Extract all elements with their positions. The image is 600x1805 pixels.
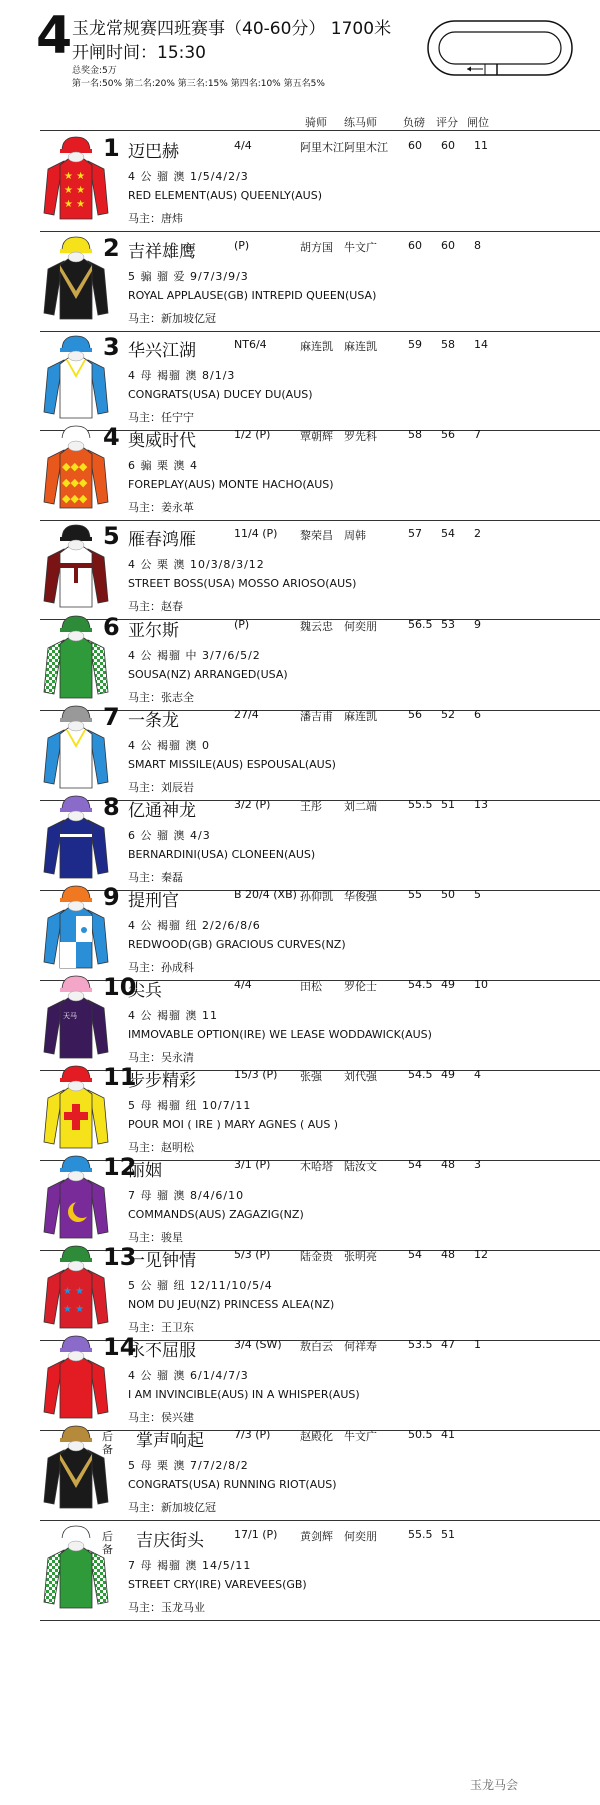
horse-number: 6 <box>103 613 120 641</box>
pedigree: STREET CRY(IRE) VAREVEES(GB) <box>128 1578 307 1591</box>
horse-number: 8 <box>103 793 120 821</box>
jockey-name: 陆金贵 <box>300 1250 333 1263</box>
pedigree: STREET BOSS(USA) MOSSO ARIOSO(AUS) <box>128 577 357 590</box>
draw: 10 <box>474 978 488 991</box>
track-map-icon <box>425 18 575 78</box>
owner: 马主：新加坡亿冠 <box>128 312 216 325</box>
rating: 48 <box>441 1158 455 1171</box>
jockey-name: 田松 <box>300 980 322 993</box>
rating: 56 <box>441 428 455 441</box>
carried-weight: 55.5 <box>408 1528 433 1541</box>
entry-row <box>40 880 600 981</box>
owner: 马主：吴永清 <box>128 1051 194 1064</box>
horse-details: 4 公 褐骝 中 3/7/6/5/2 <box>128 649 261 662</box>
open-time: 开闸时间：15:30 <box>72 43 206 63</box>
svg-text:★ ★: ★ ★ <box>64 171 86 182</box>
pedigree: NOM DU JEU(NZ) PRINCESS ALEA(NZ) <box>128 1298 335 1311</box>
horse-number: 13 <box>103 1243 137 1271</box>
jockey-name: 张强 <box>300 1070 322 1083</box>
owner: 马主：王卫东 <box>128 1321 194 1334</box>
horse-details: 5 公 骝 纽 12/11/10/5/4 <box>128 1279 273 1292</box>
pedigree: FOREPLAY(AUS) MONTE HACHO(AUS) <box>128 478 334 491</box>
horse-number: 12 <box>103 1153 137 1181</box>
svg-text:★ ★: ★ ★ <box>64 199 86 210</box>
trainer-name: 何祥寿 <box>344 1340 377 1353</box>
column-weight: 负磅 <box>403 116 425 129</box>
watermark: 玉龙马会 <box>470 1778 519 1792</box>
owner: 马主：唐炜 <box>128 212 183 225</box>
draw: 12 <box>474 1248 488 1261</box>
entry-row <box>40 1520 600 1621</box>
horse-name: 吉庆街头 <box>136 1531 204 1551</box>
horse-number: 2 <box>103 234 120 262</box>
race-header <box>0 0 600 110</box>
jockey-name: 胡方国 <box>300 241 333 254</box>
owner: 马主：侯兴建 <box>128 1411 194 1424</box>
horse-details: 5 骟 骝 爱 9/7/3/9/3 <box>128 270 249 283</box>
column-trainer: 练马师 <box>344 116 377 129</box>
rating: 53 <box>441 618 455 631</box>
odds-note: 5/3 (P) <box>234 1248 271 1261</box>
pedigree: I AM INVINCIBLE(AUS) IN A WHISPER(AUS) <box>128 1388 360 1401</box>
entry-row <box>40 790 600 891</box>
svg-text:◆◆◆: ◆◆◆ <box>62 460 88 473</box>
jockey-silks-icon <box>40 1154 112 1240</box>
prize-breakdown: 第一名:50% 第二名:20% 第三名:15% 第四名:10% 第五名5% <box>72 79 325 89</box>
svg-text:天马: 天马 <box>63 1012 77 1020</box>
rating: 60 <box>441 139 455 152</box>
jockey-name: 黎荣昌 <box>300 529 333 542</box>
pedigree: BERNARDINI(USA) CLONEEN(AUS) <box>128 848 316 861</box>
odds-note: (P) <box>234 239 250 252</box>
entry-row <box>40 970 600 1071</box>
draw: 11 <box>474 139 488 152</box>
horse-details: 4 公 褐骝 纽 2/2/6/8/6 <box>128 919 261 932</box>
rating: 58 <box>441 338 455 351</box>
carried-weight: 50.5 <box>408 1428 433 1441</box>
odds-note: 27/4 <box>234 708 259 721</box>
carried-weight: 58 <box>408 428 422 441</box>
odds-note: (P) <box>234 618 250 631</box>
rating: 60 <box>441 239 455 252</box>
entry-row <box>40 1330 600 1431</box>
jockey-name: 阿里木江 <box>300 141 344 154</box>
entry-row <box>40 231 600 332</box>
odds-note: 3/4 (SW) <box>234 1338 282 1351</box>
carried-weight: 54 <box>408 1158 422 1171</box>
jockey-name: 孙仰凯 <box>300 890 333 903</box>
pedigree: POUR MOI ( IRE ) MARY AGNES ( AUS ) <box>128 1118 339 1131</box>
carried-weight: 60 <box>408 139 422 152</box>
column-draw: 闸位 <box>467 116 489 129</box>
jockey-silks-icon <box>40 614 112 700</box>
svg-text:★ ★: ★ ★ <box>63 1286 85 1297</box>
svg-text:★ ★: ★ ★ <box>64 185 86 196</box>
draw: 4 <box>474 1068 481 1081</box>
jockey-name: 黄剑辉 <box>300 1530 333 1543</box>
pedigree: CONGRATS(USA) DUCEY DU(AUS) <box>128 388 313 401</box>
jockey-silks-icon <box>40 974 112 1060</box>
entry-row <box>40 330 600 431</box>
carried-weight: 55 <box>408 888 422 901</box>
carried-weight: 60 <box>408 239 422 252</box>
odds-note: B 20/4 (XB) <box>234 888 297 901</box>
odds-note: 1/2 (P) <box>234 428 271 441</box>
jockey-name: 麻连凯 <box>300 340 333 353</box>
odds-note: 3/1 (P) <box>234 1158 271 1171</box>
carried-weight: 53.5 <box>408 1338 433 1351</box>
owner: 马主：赵明松 <box>128 1141 194 1154</box>
trainer-name: 罗伦士 <box>344 980 377 993</box>
trainer-name: 刘代强 <box>344 1070 377 1083</box>
trainer-name: 何奕朋 <box>344 1530 377 1543</box>
rating: 49 <box>441 978 455 991</box>
horse-number: 11 <box>103 1063 137 1091</box>
rating: 50 <box>441 888 455 901</box>
jockey-name: 赵殿化 <box>300 1430 333 1443</box>
draw: 8 <box>474 239 481 252</box>
jockey-silks-icon <box>40 884 112 970</box>
trainer-name: 麻连凯 <box>344 710 377 723</box>
horse-number: 5 <box>103 522 120 550</box>
jockey-name: 敖白云 <box>300 1340 333 1353</box>
horse-name: 亚尔斯 <box>128 621 179 641</box>
rating: 51 <box>441 798 455 811</box>
horse-number: 9 <box>103 883 120 911</box>
owner: 马主：赵春 <box>128 600 183 613</box>
horse-details: 4 公 褐骝 澳 0 <box>128 739 210 752</box>
trainer-name: 刘二端 <box>344 800 377 813</box>
odds-note: 17/1 (P) <box>234 1528 278 1541</box>
carried-weight: 57 <box>408 527 422 540</box>
carried-weight: 54 <box>408 1248 422 1261</box>
horse-details: 4 母 褐骝 澳 8/1/3 <box>128 369 236 382</box>
horse-name: 尖兵 <box>128 981 162 1001</box>
rating: 51 <box>441 1528 455 1541</box>
jockey-silks-icon <box>40 1064 112 1150</box>
pedigree: CONGRATS(USA) RUNNING RIOT(AUS) <box>128 1478 337 1491</box>
jockey-silks-icon <box>40 523 112 609</box>
carried-weight: 55.5 <box>408 798 433 811</box>
jockey-silks-icon <box>40 1334 112 1420</box>
horse-name: 吉祥雄鹰 <box>128 242 196 262</box>
rating: 48 <box>441 1248 455 1261</box>
owner: 马主：秦磊 <box>128 871 183 884</box>
horse-number: 7 <box>103 703 120 731</box>
owner: 马主：玉龙马业 <box>128 1601 205 1614</box>
horse-name: 雁春鸿雁 <box>128 530 196 550</box>
svg-text:◆◆◆: ◆◆◆ <box>62 476 88 489</box>
horse-name: 奥威时代 <box>128 431 196 451</box>
pedigree: RED ELEMENT(AUS) QUEENLY(AUS) <box>128 189 322 202</box>
race-title: 玉龙常规赛四班赛事（40-60分） 1700米 <box>72 19 392 39</box>
horse-name: 永不屈服 <box>128 1341 196 1361</box>
pedigree: REDWOOD(GB) GRACIOUS CURVES(NZ) <box>128 938 346 951</box>
jockey-name: 魏云忠 <box>300 620 333 633</box>
jockey-name: 木哈塔 <box>300 1160 333 1173</box>
jockey-silks-icon <box>40 424 112 510</box>
trainer-name: 牛文广 <box>344 1430 377 1443</box>
horse-details: 4 公 褐骝 澳 11 <box>128 1009 218 1022</box>
jockey-silks-icon <box>40 1244 112 1330</box>
draw: 2 <box>474 527 481 540</box>
owner: 马主：刘辰岩 <box>128 781 194 794</box>
pedigree: IMMOVABLE OPTION(IRE) WE LEASE WODDAWICK(AUS) <box>128 1028 432 1041</box>
draw: 5 <box>474 888 481 901</box>
draw: 7 <box>474 428 481 441</box>
draw: 6 <box>474 708 481 721</box>
entry-row <box>40 1150 600 1251</box>
draw: 14 <box>474 338 488 351</box>
carried-weight: 56 <box>408 708 422 721</box>
svg-text:◆◆◆: ◆◆◆ <box>62 492 88 505</box>
jockey-name: 王彤 <box>300 800 322 813</box>
odds-note: NT6/4 <box>234 338 267 351</box>
trainer-name: 华俊强 <box>344 890 377 903</box>
pedigree: SMART MISSILE(AUS) ESPOUSAL(AUS) <box>128 758 336 771</box>
owner: 马主：张志全 <box>128 691 194 704</box>
entry-row <box>40 131 600 232</box>
carried-weight: 56.5 <box>408 618 433 631</box>
horse-name: 迈巴赫 <box>128 142 179 162</box>
owner: 马主：孙成科 <box>128 961 194 974</box>
jockey-silks-icon <box>40 704 112 790</box>
horse-name: 一条龙 <box>128 711 179 731</box>
trainer-name: 周韩 <box>344 529 366 542</box>
jockey-silks-icon <box>40 235 112 321</box>
entry-row <box>40 610 600 711</box>
trainer-name: 张明亮 <box>344 1250 377 1263</box>
trainer-name: 何奕朋 <box>344 620 377 633</box>
horse-number: 1 <box>103 134 120 162</box>
horse-name: 步步精彩 <box>128 1071 196 1091</box>
horse-name: 提刑官 <box>128 891 179 911</box>
entry-row <box>40 420 600 521</box>
draw: 1 <box>474 1338 481 1351</box>
carried-weight: 54.5 <box>408 978 433 991</box>
pedigree: ROYAL APPLAUSE(GB) INTREPID QUEEN(USA) <box>128 289 377 302</box>
horse-details: 7 母 骝 澳 8/4/6/10 <box>128 1189 245 1202</box>
owner: 马主：任宁宁 <box>128 411 194 424</box>
horse-details: 5 母 栗 澳 7/7/2/8/2 <box>128 1459 249 1472</box>
horse-number: 3 <box>103 333 120 361</box>
horse-name: 掌声响起 <box>136 1431 204 1451</box>
horse-details: 6 公 骝 澳 4/3 <box>128 829 211 842</box>
entry-row <box>40 1240 600 1341</box>
pedigree: COMMANDS(AUS) ZAGAZIG(NZ) <box>128 1208 304 1221</box>
trainer-name: 麻连凯 <box>344 340 377 353</box>
race-number: 4 <box>36 6 73 66</box>
horse-number: 14 <box>103 1333 137 1361</box>
owner: 马主：骏星 <box>128 1231 183 1244</box>
column-rating: 评分 <box>436 116 458 129</box>
reserve-label: 后备 <box>102 1430 113 1456</box>
horse-number: 10 <box>103 973 137 1001</box>
jockey-name: 覃朝辉 <box>300 430 333 443</box>
entry-row <box>40 1060 600 1161</box>
odds-note: 15/3 (P) <box>234 1068 278 1081</box>
column-jockey: 骑师 <box>305 116 327 129</box>
horse-name: 丽姻 <box>128 1161 162 1181</box>
horse-details: 4 公 栗 澳 10/3/8/3/12 <box>128 558 265 571</box>
rating: 41 <box>441 1428 455 1441</box>
trainer-name: 阿里木江 <box>344 141 388 154</box>
owner: 马主：姜永革 <box>128 501 194 514</box>
total-purse: 总奖金:5万 <box>72 66 117 76</box>
entry-row <box>40 519 600 620</box>
horse-details: 4 公 骝 澳 6/1/4/7/3 <box>128 1369 249 1382</box>
trainer-name: 牛文广 <box>344 241 377 254</box>
jockey-silks-icon <box>40 334 112 420</box>
carried-weight: 54.5 <box>408 1068 433 1081</box>
draw: 13 <box>474 798 488 811</box>
trainer-name: 罗先科 <box>344 430 377 443</box>
rating: 49 <box>441 1068 455 1081</box>
rating: 52 <box>441 708 455 721</box>
draw: 9 <box>474 618 481 631</box>
horse-name: 一见钟情 <box>128 1251 196 1271</box>
carried-weight: 59 <box>408 338 422 351</box>
rating: 54 <box>441 527 455 540</box>
horse-name: 亿通神龙 <box>128 801 196 821</box>
jockey-silks-icon <box>40 794 112 880</box>
draw: 3 <box>474 1158 481 1171</box>
odds-note: 3/2 (P) <box>234 798 271 811</box>
reserve-label: 后备 <box>102 1530 113 1556</box>
odds-note: 11/4 (P) <box>234 527 278 540</box>
horse-details: 5 母 褐骝 纽 10/7/11 <box>128 1099 252 1112</box>
owner: 马主：新加坡亿冠 <box>128 1501 216 1514</box>
horse-details: 6 骟 栗 澳 4 <box>128 459 198 472</box>
odds-note: 7/3 (P) <box>234 1428 271 1441</box>
jockey-silks-icon <box>40 135 112 221</box>
horse-details: 4 公 骝 澳 1/5/4/2/3 <box>128 170 249 183</box>
horse-details: 7 母 褐骝 澳 14/5/11 <box>128 1559 252 1572</box>
rating: 47 <box>441 1338 455 1351</box>
jockey-name: 潘吉甫 <box>300 710 333 723</box>
horse-number: 4 <box>103 423 120 451</box>
entry-row <box>40 1420 600 1521</box>
odds-note: 4/4 <box>234 139 252 152</box>
trainer-name: 陆汝文 <box>344 1160 377 1173</box>
entry-row <box>40 700 600 801</box>
pedigree: SOUSA(NZ) ARRANGED(USA) <box>128 668 288 681</box>
odds-note: 4/4 <box>234 978 252 991</box>
horse-name: 华兴江湖 <box>128 341 196 361</box>
svg-text:★ ★: ★ ★ <box>63 1304 85 1315</box>
